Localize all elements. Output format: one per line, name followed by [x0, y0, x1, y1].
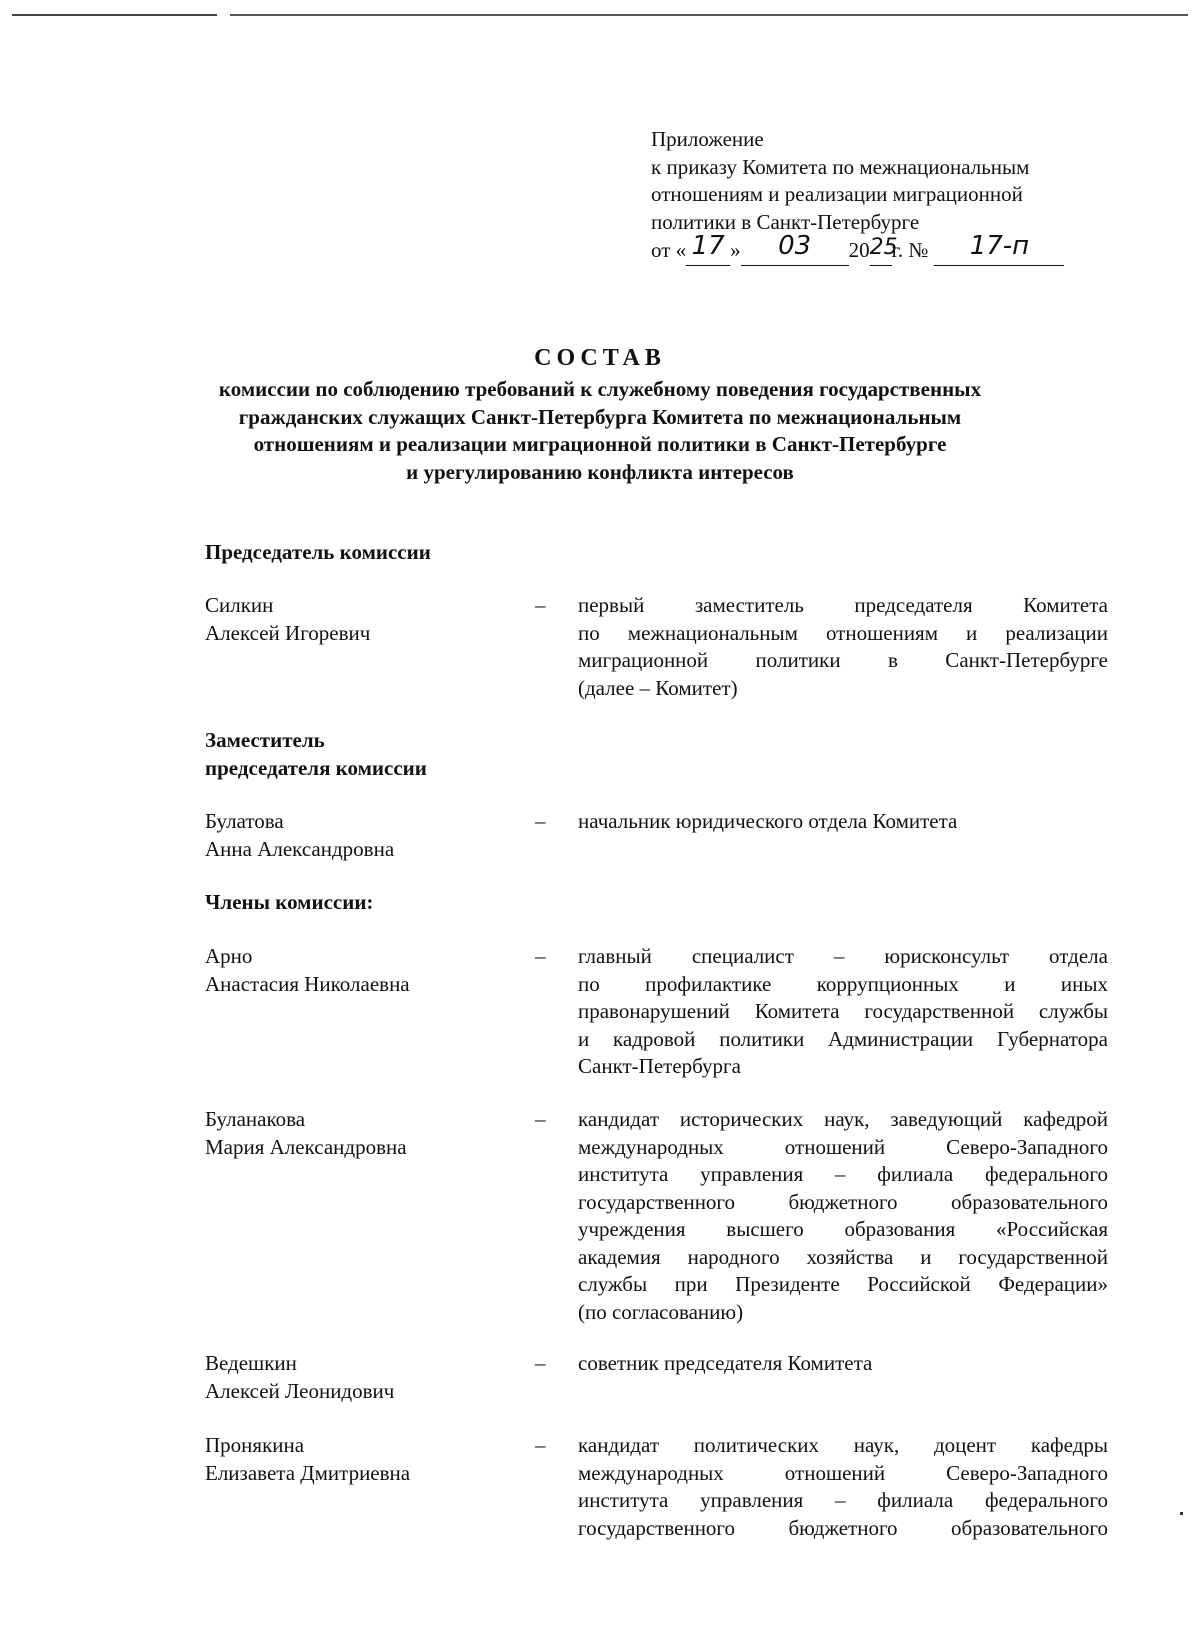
member-name — [205, 1106, 525, 1161]
member-given-names: Анна Александровна — [205, 836, 395, 861]
role-line: советник председателя Комитета — [578, 1351, 873, 1375]
member-role — [578, 592, 1108, 702]
scan-artifact-line — [230, 14, 1188, 16]
appendix-line: политики в Санкт-Петербурге — [651, 209, 920, 234]
dash-separator: – — [535, 593, 546, 617]
date-month-field — [741, 231, 849, 266]
member-name — [205, 1350, 525, 1405]
member-name — [205, 1432, 525, 1487]
date-year-suffix: 25 — [869, 235, 898, 260]
order-number: 17-п — [969, 231, 1030, 261]
role-line: кандидат политических наук, доцент кафедры — [578, 1433, 1108, 1457]
date-month: 03 — [778, 231, 812, 261]
dash-separator: – — [535, 1107, 546, 1131]
role-line: учреждения высшего образования «Российская — [578, 1217, 1108, 1241]
member-name — [205, 592, 525, 647]
role-line: службы при Президенте Российской Федерации» — [578, 1272, 1108, 1296]
member-role — [578, 808, 1108, 836]
role-line: правонарушений Комитета государственной службы — [578, 999, 1108, 1023]
appendix-header — [651, 126, 1111, 266]
role-line: института управления – филиала федерального — [578, 1162, 1108, 1186]
date-year-label: г. № — [891, 238, 929, 262]
scan-artifact-dot — [1180, 1512, 1183, 1515]
member-given-names: Мария Александровна — [205, 1134, 407, 1159]
member-given-names: Алексей Игоревич — [205, 620, 371, 645]
subtitle-line: отношениям и реализации миграционной политики в Санкт-Петербурге — [253, 432, 947, 456]
subtitle-line: комиссии по соблюдению требований к служебному поведения государственных — [218, 377, 982, 401]
dash-separator: – — [535, 809, 546, 833]
member-surname: Пронякина — [205, 1433, 305, 1457]
member-surname: Силкин — [205, 593, 274, 617]
role-line: международных отношений Северо-Западного — [578, 1134, 1108, 1159]
date-day: 17 — [691, 231, 725, 261]
date-year-field — [869, 235, 898, 266]
member-role — [578, 1106, 1108, 1326]
role-line: по межнациональным отношениям и реализации — [578, 620, 1108, 645]
order-date-line — [651, 231, 1111, 266]
date-mid: » — [730, 238, 741, 262]
member-surname: Буланакова — [205, 1107, 306, 1131]
member-surname: Булатова — [205, 809, 284, 833]
section-heading-deputy — [205, 726, 427, 782]
scan-artifact-line — [12, 14, 217, 16]
member-role — [578, 943, 1108, 1081]
role-line: государственного бюджетного образовательного — [578, 1189, 1108, 1214]
member-given-names: Елизавета Дмитриевна — [205, 1460, 411, 1485]
section-heading-deputy-line: председателя комиссии — [205, 756, 427, 780]
role-line: (далее – Комитет) — [578, 675, 738, 700]
member-name — [205, 943, 525, 998]
document-title: СОСТАВ — [534, 345, 666, 371]
order-number-field — [934, 231, 1064, 266]
role-line: и кадровой политики Администрации Губернатора — [578, 1026, 1108, 1051]
role-line: начальник юридического отдела Комитета — [578, 809, 958, 833]
member-surname: Арно — [205, 944, 253, 968]
appendix-line: к приказу Комитета по межнациональным — [651, 154, 1030, 179]
role-line: кандидат исторических наук, заведующий кафедрой — [578, 1107, 1108, 1131]
section-heading-members: Члены комиссии: — [205, 890, 374, 914]
date-day-field — [686, 231, 730, 266]
member-surname: Ведешкин — [205, 1351, 297, 1375]
role-line: международных отношений Северо-Западного — [578, 1460, 1108, 1485]
role-line: государственного бюджетного образовательного — [578, 1515, 1108, 1540]
section-heading-deputy-line: Заместитель — [205, 728, 325, 752]
role-line: главный специалист – юрисконсульт отдела — [578, 944, 1108, 968]
member-role — [578, 1432, 1108, 1542]
member-role — [578, 1350, 1108, 1378]
role-line: по профилактике коррупционных и иных — [578, 971, 1108, 996]
date-prefix: от « — [651, 238, 687, 262]
member-name — [205, 808, 525, 863]
member-given-names: Алексей Леонидович — [205, 1378, 395, 1403]
role-line: академия народного хозяйства и государственной — [578, 1244, 1108, 1269]
appendix-line: отношениям и реализации миграционной — [651, 182, 1023, 206]
date-year-prefix: 20 — [848, 238, 870, 262]
appendix-line: Приложение — [651, 127, 764, 151]
role-line: института управления – филиала федерального — [578, 1488, 1108, 1512]
section-heading-chair: Председатель комиссии — [205, 540, 431, 564]
member-given-names: Анастасия Николаевна — [205, 971, 410, 996]
subtitle-line: гражданских служащих Санкт-Петербурга Комитета по межнациональным — [238, 404, 962, 429]
dash-separator: – — [535, 1433, 546, 1457]
dash-separator: – — [535, 1351, 546, 1375]
dash-separator: – — [535, 944, 546, 968]
document-subtitle — [180, 376, 1020, 486]
subtitle-line: и урегулированию конфликта интересов — [406, 459, 794, 484]
role-line: (по согласованию) — [578, 1299, 744, 1324]
role-line: первый заместитель председателя Комитета — [578, 593, 1108, 617]
role-line: Санкт-Петербурга — [578, 1054, 741, 1078]
role-line: миграционной политики в Санкт-Петербурге — [578, 648, 1108, 672]
